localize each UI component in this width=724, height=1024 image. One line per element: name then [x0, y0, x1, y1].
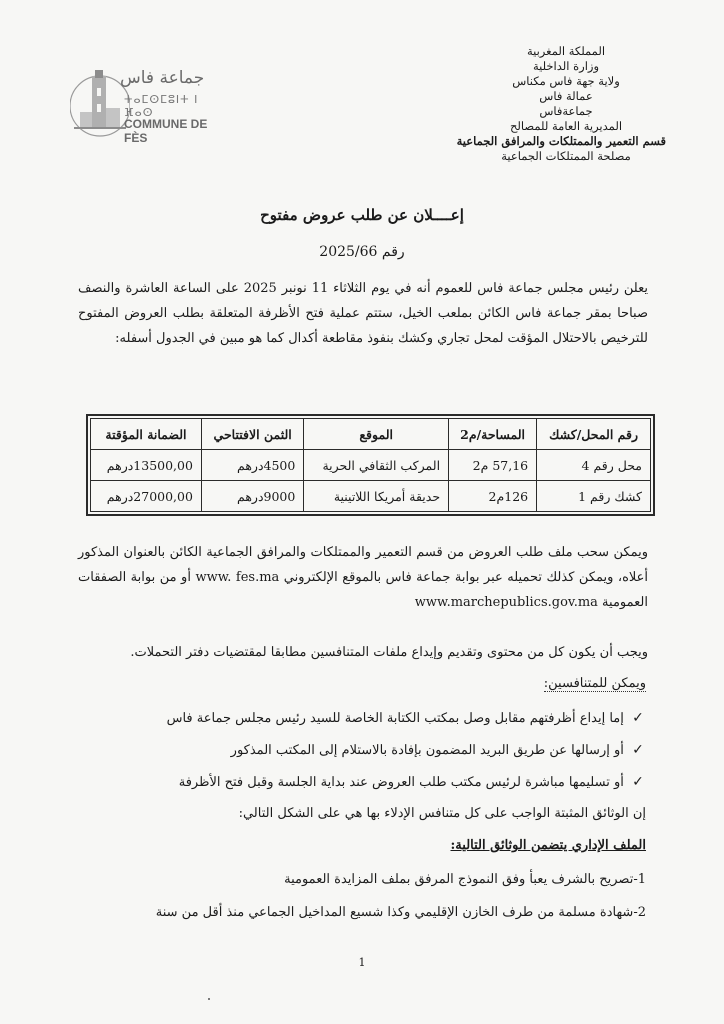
admin-heading: الملف الإداري يتضمن الوثائق التالية: — [450, 838, 646, 853]
option-text: أو تسليمها مباشرة لرئيس مكتب طلب العروض عند بداية الجلسة وقبل فتح الأظرفة — [178, 775, 624, 790]
check-icon: ✓ — [632, 742, 644, 758]
col-header-opening-price: الثمن الافتتاحي — [201, 419, 303, 450]
check-icon: ✓ — [632, 774, 644, 790]
commune-logo — [70, 62, 220, 148]
table-header-row — [91, 419, 651, 450]
list-item — [68, 766, 648, 798]
list-item — [68, 734, 648, 766]
header-line: ولاية جهة فاس مكناس — [512, 74, 620, 88]
docs-intro: إن الوثائق المثبتة الواجب على كل متنافس الإدلاء بها هي على الشكل التالي: — [238, 806, 646, 821]
list-item — [68, 702, 648, 734]
logo-amazigh-text: ⵜⴰⵎⵙⵎⵓⵏⵜ ⵏ ⴼⴰⵙ — [124, 93, 199, 119]
table-row — [91, 481, 651, 512]
administrative-header — [456, 44, 666, 164]
announcement-title: إعــــلان عن طلب عروض مفتوح — [260, 206, 464, 224]
cell-unit: محل رقم 4 — [537, 450, 651, 481]
announcement-number: رقم 2025/66 — [319, 244, 405, 260]
cell-unit: كشك رقم 1 — [537, 481, 651, 512]
cell-guarantee: 27000,00درهم — [91, 481, 202, 512]
col-header-guarantee: الضمانة المؤقتة — [91, 419, 202, 450]
cell-location: حديقة أمريكا اللاتينية — [304, 481, 449, 512]
table-row — [91, 450, 651, 481]
list-item: 1-تصريح بالشرف يعبأ وفق النموذج المرفق بملف المزايدة العمومية — [284, 872, 646, 887]
option-text: أو إرسالها عن طريق البريد المضمون بإفادة بالاستلام إلى المكتب المذكور — [230, 743, 624, 758]
option-text: إما إيداع أظرفتهم مقابل وصل بمكتب الكتابة الخاصة للسيد رئيس مجلس جماعة فاس — [166, 711, 624, 726]
cell-location: المركب الثقافي الحرية — [304, 450, 449, 481]
candidates-label: ويمكن للمتنافسين: — [543, 676, 646, 691]
cell-area: 57,16 م2 — [449, 450, 537, 481]
header-line: المديرية العامة للمصالح — [509, 119, 623, 133]
cell-opening-price: 4500درهم — [201, 450, 303, 481]
header-line: جماعةفاس — [539, 104, 593, 118]
cell-area: 126م2 — [449, 481, 537, 512]
header-line: مصلحة الممتلكات الجماعية — [501, 149, 631, 163]
cell-guarantee: 13500,00درهم — [91, 450, 202, 481]
col-header-location: الموقع — [304, 419, 449, 450]
lots-table — [86, 414, 655, 516]
submission-options — [68, 702, 648, 798]
scan-speck — [208, 998, 210, 1000]
intro-paragraph: يعلن رئيس مجلس جماعة فاس للعموم أنه في يوم الثلاثاء 11 نونبر 2025 على الساعة العاشرة والنصف صباحا بمقر جماعة فاس الكائن بملعب الخيل، ستتم عملية فتح الأظرفة المتعلقة بطلب العروض المفتوح للترخيص بالاحتلال المؤقت لمحل تجاري وكشك بنفوذ مقاطعة أكدال كما هو مبين في الجدول أسفله: — [78, 281, 649, 346]
check-icon: ✓ — [632, 710, 644, 726]
list-item: 2-شهادة مسلمة من طرف الخازن الإقليمي وكذا شسيع المداخيل الجماعي منذ أقل من سنة — [155, 905, 646, 920]
header-line: وزارة الداخلية — [532, 59, 600, 73]
logo-arabic-text: جماعة فاس — [120, 68, 205, 88]
logo-french-text: COMMUNE DE FÈS — [124, 117, 208, 145]
col-header-area: المساحة/م2 — [449, 419, 537, 450]
cell-opening-price: 9000درهم — [201, 481, 303, 512]
header-line: عمالة فاس — [539, 89, 593, 103]
header-line: قسم التعمير والممتلكات والمرافق الجماعية — [456, 134, 666, 148]
content-paragraph: ويجب أن يكون كل من محتوى وتقديم وإيداع ملفات المتنافسين مطابقا لمقتضيات دفتر التحملات. — [130, 645, 648, 660]
download-paragraph: ويمكن سحب ملف طلب العروض من قسم التعمير والممتلكات والمرافق الجماعية الكائن بالعنوان المذكور أعلاه، ويمكن كذلك تحميله عبر بوابة جماعة فاس بالموقع الإلكتروني www. fes.ma أو من بوابة الصفقات العمومية www.marchepublics.gov.ma — [78, 545, 649, 610]
page-number: 1 — [358, 956, 366, 969]
col-header-unit: رقم المحل/كشك — [537, 419, 651, 450]
header-line: المملكة المغربية — [526, 44, 606, 58]
